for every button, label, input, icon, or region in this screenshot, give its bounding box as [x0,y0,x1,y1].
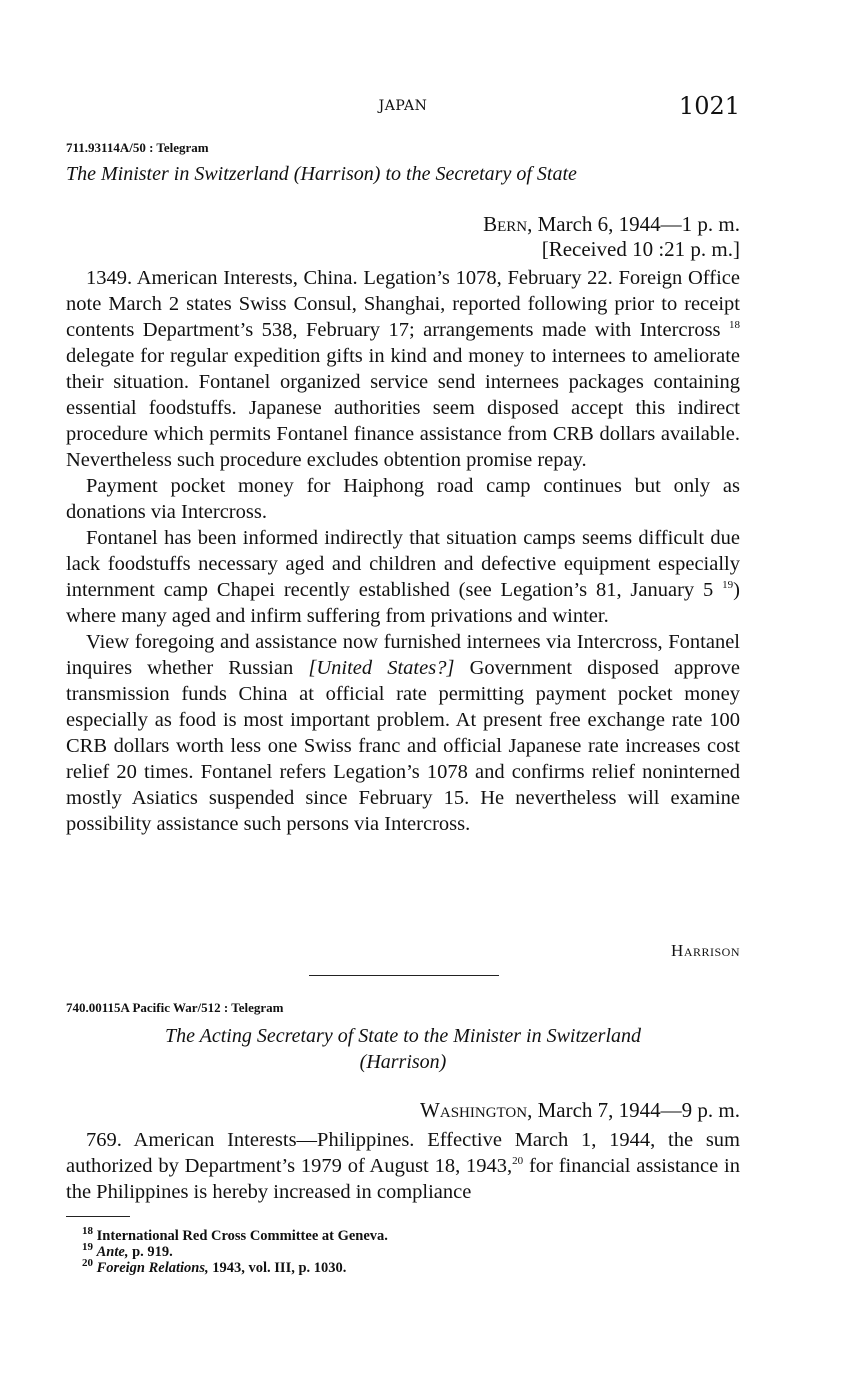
doc1-signature: Harrison [671,941,740,960]
footnote-ref-19: 19 [722,579,734,592]
footnote-19: $^{19}$ Ante, p. 919. [82,1241,173,1260]
doc2-body [66,1127,740,1205]
doc1-dateline [483,212,740,262]
doc1-paragraph-2: Payment pocket money for Haiphong road camp continues but only as donations via Intercross. [66,475,740,523]
doc1-paragraph-3: Fontanel has been informed indirectly that situation camps seems difficult due lack foodstuffs necessary aged and children and defective equipment especially internment camp Chapei recently established (see Legation’s 81, January 5 $^{19}$) where many aged and infirm suffering from privations and winter. [66,527,740,627]
doc1-file-ref: 711.93114A/50 : Telegram [66,140,209,155]
footnote-ref-18: 18 [729,319,740,332]
footnote-20: $^{20}$ Foreign Relations, 1943, vol. III, p. 1030. [82,1257,347,1276]
doc2-dateline-place: Washington [420,1098,528,1122]
footnote-rule [66,1216,130,1217]
footnotes [82,1225,388,1276]
running-head [66,92,740,122]
doc1-dateline-date: , March 6, 1944—1 p. m. [527,212,740,236]
doc2-dateline-date: , March 7, 1944—9 p. m. [527,1098,740,1122]
doc2-file-ref: 740.00115A Pacific War/512 : Telegram [66,1000,284,1015]
doc1-title: The Minister in Switzerland (Harrison) to the Secretary of State [66,163,577,185]
doc2-title [66,1023,740,1075]
footnote-18: $^{18}$ International Red Cross Committee at Geneva. [82,1225,388,1244]
doc2-title-line-1: The Acting Secretary of State to the Minister in Switzerland [164,1025,642,1047]
doc2-title-line-2: (Harrison) [359,1051,447,1073]
footnote-ref-20: 20 [512,1155,524,1168]
section-divider [309,975,499,976]
doc2-paragraph-1: 769. American Interests—Philippines. Effective March 1, 1944, the sum authorized by Department’s 1979 of August 18, 1943,20 for financial assistance in the Philippines is hereby increased in compliance [66,1129,740,1203]
running-title: JAPAN [378,98,428,114]
doc1-received: [Received 10 :21 p. m.] [541,237,740,261]
doc1-paragraph-1: 1349. American Interests, China. Legation’s 1078, February 22. Foreign Office note March 2 states Swiss Consul, Shanghai, reported following prior to receipt contents Department’s 538, February 17; arrangements made with Intercross $^{18}$ delegate for regular expedition gifts in kind and money to internees to ameliorate their situation. Fontanel organized service send internees packages containing essential foodstuffs. Japanese authorities seem disposed accept this indirect procedure which permits Fontanel finance assistance from CRB dollars available. Nevertheless such procedure excludes obtention promise repay. [66,267,740,471]
doc1-body [66,265,740,837]
doc1-dateline-place: Bern [483,212,528,236]
page-number: 1021 [678,92,740,120]
doc1-paragraph-4: View foregoing and assistance now furnished internees via Intercross, Fontanel inquires whether Russian [United States?] Government disposed approve transmission funds China at official rate permitting payment pocket money especially as food is most important problem. At present free exchange rate 100 CRB dollars worth less one Swiss franc and official Japanese rate increases cost relief 20 times. Fontanel refers Legation’s 1078 and confirms relief noninterned mostly Asiatics suspended since February 15. He nevertheless will examine possibility assistance such persons via Intercross. [66,631,741,835]
doc1-bracket-note: [United States?] [308,657,455,679]
doc2-dateline [420,1098,740,1123]
